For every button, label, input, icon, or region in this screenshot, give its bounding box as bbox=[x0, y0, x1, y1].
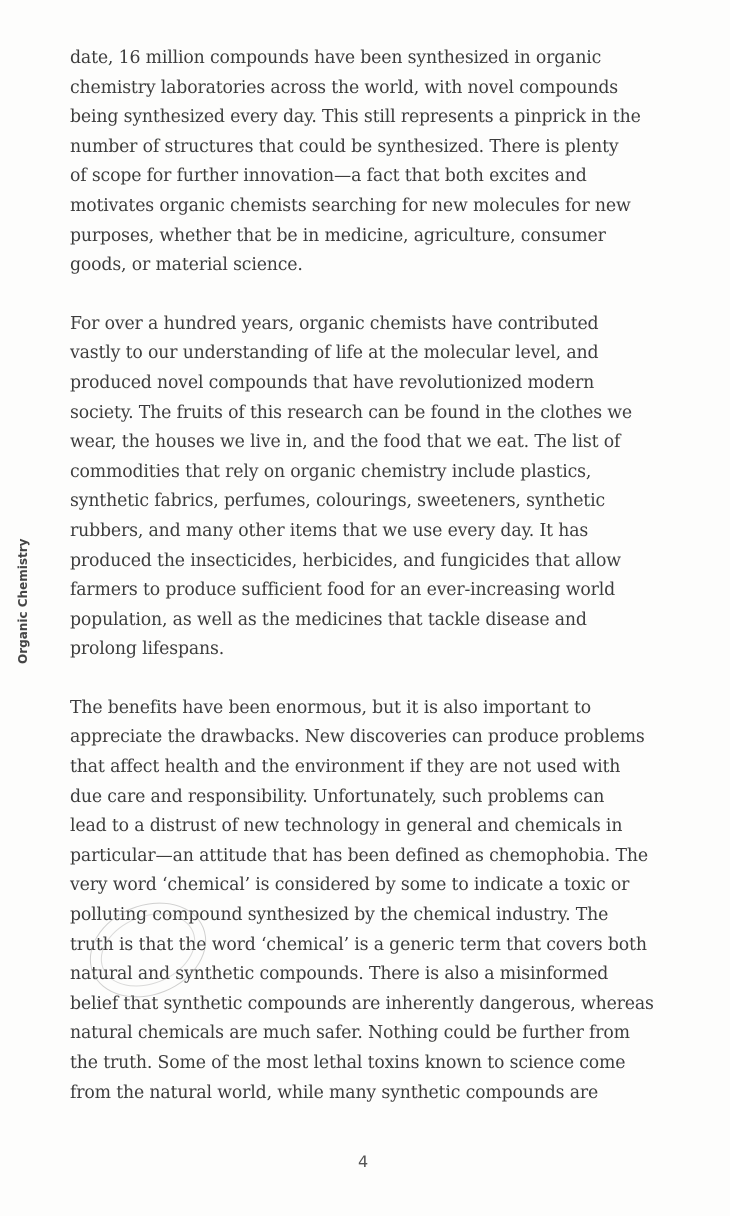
text-line: synthetic fabrics, perfumes, colourings, sweeteners, synthetic bbox=[70, 491, 605, 512]
text-line: farmers to produce sufficient food for an ever-increasing world bbox=[70, 580, 616, 601]
text-line: of scope for further innovation—a fact that both excites and bbox=[70, 166, 587, 187]
text-line: the truth. Some of the most lethal toxins known to science come bbox=[70, 1053, 626, 1073]
text-line: produced the insecticides, herbicides, and fungicides that allow bbox=[70, 550, 621, 571]
text-line: population, as well as the medicines that tackle disease and bbox=[70, 609, 587, 630]
text-line: natural and synthetic compounds. There is also a misinformed bbox=[70, 964, 609, 985]
text-line: appreciate the drawbacks. New discoveries can produce problems bbox=[70, 727, 645, 748]
text-line: polluting compound synthesized by the chemical industry. The bbox=[70, 905, 609, 926]
text-line: purposes, whether that be in medicine, agriculture, consumer bbox=[70, 225, 606, 246]
paragraph-gap bbox=[70, 281, 670, 310]
text-line: due care and responsibility. Unfortunately, such problems can bbox=[70, 786, 605, 807]
paragraph-1 bbox=[70, 44, 670, 281]
text-line: very word ‘chemical’ is considered by some to indicate a toxic or bbox=[70, 875, 630, 896]
text-line: truth is that the word ‘chemical’ is a generic term that covers both bbox=[70, 934, 647, 955]
text-line: wear, the houses we live in, and the food that we eat. The list of bbox=[70, 432, 621, 453]
text-line: prolong lifespans. bbox=[70, 639, 225, 660]
text-line: lead to a distrust of new technology in general and chemicals in bbox=[70, 816, 623, 837]
running-head: Organic Chemistry bbox=[16, 538, 30, 664]
text-line: date, 16 million compounds have been synthesized in organic bbox=[70, 48, 602, 68]
text-line: motivates organic chemists searching for new molecules for new bbox=[70, 195, 631, 216]
text-line: produced novel compounds that have revolutionized modern bbox=[70, 372, 595, 393]
text-line: goods, or material science. bbox=[70, 255, 303, 276]
text-line: The benefits have been enormous, but it is also important to bbox=[70, 697, 591, 718]
text-line: chemistry laboratories across the world, with novel compounds bbox=[70, 77, 618, 98]
text-line: vastly to our understanding of life at the molecular level, and bbox=[70, 343, 599, 364]
text-line: that affect health and the environment if they are not used with bbox=[70, 757, 621, 778]
text-line: commodities that rely on organic chemistry include plastics, bbox=[70, 461, 592, 482]
paragraph-2 bbox=[70, 310, 670, 665]
text-line: particular—an attitude that has been defined as chemophobia. The bbox=[70, 845, 648, 866]
text-line: rubbers, and many other items that we use every day. It has bbox=[70, 520, 589, 541]
paragraph-gap bbox=[70, 665, 670, 694]
text-line: belief that synthetic compounds are inherently dangerous, whereas bbox=[70, 993, 654, 1014]
paragraph-3 bbox=[70, 694, 670, 1108]
text-line: being synthesized every day. This still represents a pinprick in the bbox=[70, 107, 641, 128]
text-line: number of structures that could be synthesized. There is plenty bbox=[70, 136, 619, 157]
text-line: from the natural world, while many synthetic compounds are bbox=[70, 1082, 599, 1103]
text-line: natural chemicals are much safer. Nothing could be further from bbox=[70, 1023, 630, 1044]
text-line: For over a hundred years, organic chemists have contributed bbox=[70, 313, 599, 334]
text-line: society. The fruits of this research can be found in the clothes we bbox=[70, 402, 632, 423]
page-number: 4 bbox=[358, 1152, 369, 1171]
